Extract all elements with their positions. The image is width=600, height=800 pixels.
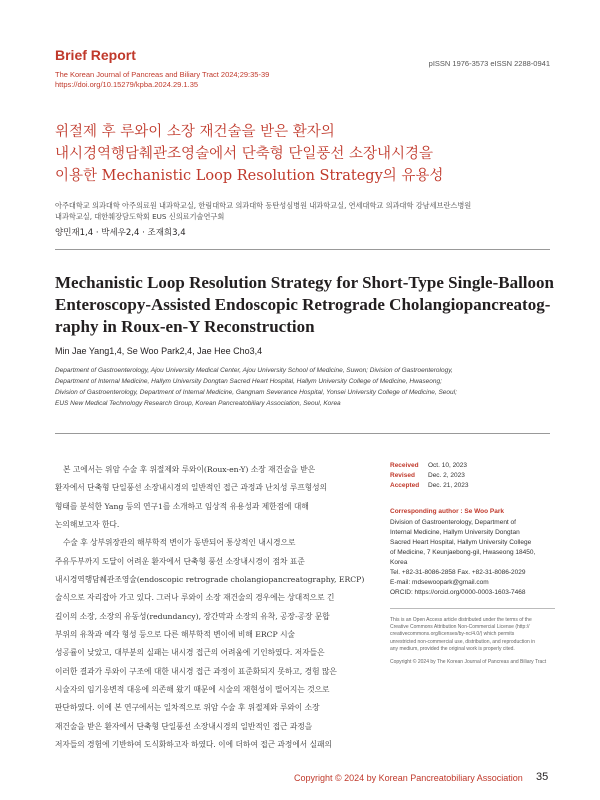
body-line: 형태를 분석한 Yang 등의 연구1를 소개하고 임상적 유용성과 제한점에 대해 bbox=[55, 501, 309, 511]
corresponding-line: of Medicine, 7 Keunjaebong-gil, Hwaseong 18450, bbox=[390, 549, 536, 556]
accepted-date bbox=[390, 481, 555, 491]
body-line: 수술 후 상부위장관의 해부학적 변이가 동반되어 통상적인 내시경으로 bbox=[63, 538, 296, 548]
english-title-line: raphy in Roux-en-Y Reconstruction bbox=[55, 317, 315, 336]
journal-citation: The Korean Journal of Pancreas and Biliary Tract 2024;29:35-39 bbox=[55, 70, 270, 79]
email-link[interactable]: E-mail: mdsewoopark@gmail.com bbox=[390, 579, 489, 586]
korean-title-line: 위절제 후 루와이 소장 재건술을 받은 환자의 bbox=[55, 124, 335, 140]
corresponding-line: Division of Gastroenterology, Department of bbox=[390, 519, 516, 526]
body-line: 판단하였다. 이에 본 연구에서는 일차적으로 위암 수술 후 위절제와 루와이 소장 bbox=[55, 703, 320, 713]
corresponding-line: Internal Medicine, Hallym University Dongtan bbox=[390, 529, 520, 536]
open-access-line: Creative Commons Attribution Non-Commercial License (http:// bbox=[390, 624, 530, 631]
open-access-line: any medium, provided the original work is properly cited. bbox=[390, 645, 515, 652]
english-title bbox=[55, 272, 554, 338]
english-affiliation-line: EUS New Medical Technology Research Group, Korean Pancreatobiliary Association, Seoul, Korea bbox=[55, 400, 341, 407]
english-title-line: Enteroscopy-Assisted Endoscopic Retrograde Cholangiopancreatog- bbox=[55, 295, 551, 314]
body-line: 주유두부까지 도달이 어려운 환자에서 단축형 풍선 소장내시경이 점차 표준 bbox=[55, 556, 305, 566]
korean-affiliation-line: 아주대학교 의과대학 아주의료원 내과학교실, 한림대학교 의과대학 동탄성심병원 내과학교실, 연세대학교 의과대학 강남세브란스병원 bbox=[55, 201, 472, 210]
open-access-line: This is an Open Access article distributed under the terms of the bbox=[390, 617, 532, 623]
body-line: 논의해보고자 한다. bbox=[55, 520, 120, 530]
body-line: 이러한 결과가 루와이 구조에 대한 내시경 접근 과정이 표준화되지 못하고, 경험 많은 bbox=[55, 666, 337, 676]
revised-value: Dec. 2, 2023 bbox=[428, 472, 465, 479]
body-line: 환자에서 단축형 단일풍선 소장내시경의 일반적인 접근 과정과 난치성 루프형성의 bbox=[55, 483, 328, 493]
corresponding-line: Tel. +82-31-8086-2858 Fax. +82-31-8086-2029 bbox=[390, 569, 526, 576]
corresponding-author-title: Corresponding author : Se Woo Park bbox=[390, 508, 505, 515]
divider bbox=[55, 433, 550, 434]
orcid-link[interactable]: ORCID: https://orcid.org/0000-0003-1603-7468 bbox=[390, 589, 526, 596]
english-affiliations bbox=[55, 365, 555, 409]
accepted-label: Accepted bbox=[390, 482, 420, 489]
sidebar bbox=[390, 461, 555, 665]
body-line: 성공률이 낮았고, 대부분의 실패는 내시경 접근의 어려움에 기인하였다. 저자들은 bbox=[55, 648, 325, 658]
body-line: 술식으로 자리잡아 가고 있다. 그러나 루와이 소장 재건술의 경우에는 상대적으로 긴 bbox=[55, 593, 335, 603]
korean-affiliations bbox=[55, 200, 555, 222]
corresponding-author-details bbox=[390, 518, 555, 598]
korean-title-line: 내시경역행담췌관조영술에서 단축형 단일풍선 소장내시경을 bbox=[55, 146, 434, 162]
revised-date bbox=[390, 471, 555, 481]
english-affiliation-line: Division of Gastroenterology, Department of Internal Medicine, Gangnam Severance Hospital, Yonsei University College of Medicine, Seoul; bbox=[55, 389, 457, 396]
body-line: 시술자의 임기응변적 대응에 의존해 왔기 때문에 시술의 재현성이 떨어지는 것으로 bbox=[55, 685, 330, 695]
divider bbox=[55, 249, 550, 250]
article-dates bbox=[390, 461, 555, 491]
body-line: 재건술을 받은 환자에서 단축형 단일풍선 소장내시경의 일반적인 접근 과정을 bbox=[55, 721, 313, 731]
korean-authors: 양민재1,4 · 박세우2,4 · 조재희3,4 bbox=[55, 228, 186, 238]
english-authors: Min Jae Yang1,4, Se Woo Park2,4, Jae Hee Cho3,4 bbox=[55, 346, 263, 356]
footer-copyright: Copyright © 2024 by Korean Pancreatobiliary Association bbox=[294, 773, 523, 783]
korean-title-line: 이용한 Mechanistic Loop Resolution Strategy의 유용성 bbox=[55, 168, 444, 184]
received-value: Oct. 10, 2023 bbox=[428, 462, 468, 469]
open-access-line: unrestricted non-commercial use, distribution, and reproduction in bbox=[390, 638, 536, 645]
corresponding-line: Sacred Heart Hospital, Hallym University College bbox=[390, 539, 532, 546]
doi-link[interactable]: https://doi.org/10.15279/kpba.2024.29.1.35 bbox=[55, 80, 199, 89]
accepted-value: Dec. 21, 2023 bbox=[428, 482, 469, 489]
body-line: 부위의 유착과 예각 형성 등으로 다른 해부학적 변이에 비해 ERCP 시술 bbox=[55, 630, 295, 640]
open-access-line: creativecommons.org/licenses/by-nc/4.0/) which permits bbox=[390, 631, 515, 638]
body-line: 본 고에서는 위암 수술 후 위절제와 루와이(Roux-en-Y) 소장 재건술을 받은 bbox=[63, 465, 316, 474]
divider bbox=[390, 608, 555, 609]
korean-affiliation-line: 내과학교실, 대한췌장담도학회 EUS 신의료기술연구회 bbox=[55, 212, 225, 221]
english-affiliation-line: Department of Gastroenterology, Ajou University Medical Center, Ajou University School of Medicine, Suwon; Division of Gastroenterology, bbox=[55, 367, 453, 374]
open-access-notice bbox=[390, 617, 555, 653]
received-label: Received bbox=[390, 462, 419, 469]
journal-copyright: Copyright © 2024 by The Korean Journal of Pancreas and Biliary Tract bbox=[390, 659, 547, 666]
article-type: Brief Report bbox=[55, 47, 136, 63]
page-number: 35 bbox=[536, 771, 549, 783]
issn: pISSN 1976-3573 eISSN 2288-0941 bbox=[428, 59, 550, 68]
body-text bbox=[55, 461, 375, 755]
english-affiliation-line: Department of Internal Medicine, Hallym University Dongtan Sacred Heart Hospital, Hallym University College of Medicine, Hwaseong; bbox=[55, 378, 442, 385]
revised-label: Revised bbox=[390, 472, 415, 479]
body-line: 내시경역행담췌관조영술(endoscopic retrograde cholangiopancreatography, ERCP) bbox=[55, 575, 365, 585]
body-line: 길이의 소장, 소장의 유동성(redundancy), 장간막과 소장의 유착, 공장-공장 문합 bbox=[55, 611, 330, 621]
english-title-line: Mechanistic Loop Resolution Strategy for Short-Type Single-Balloon bbox=[55, 273, 554, 292]
received-date bbox=[390, 461, 555, 471]
body-line: 저자들의 경험에 기반하여 도식화하고자 하였다. 이에 더하여 접근 과정에서 실패의 bbox=[55, 740, 332, 750]
corresponding-line: Korea bbox=[390, 559, 408, 566]
korean-title bbox=[55, 121, 555, 187]
